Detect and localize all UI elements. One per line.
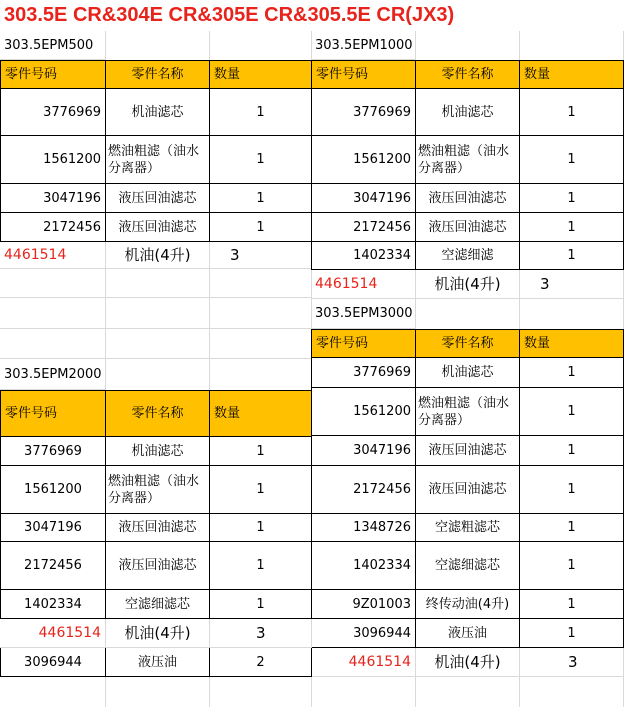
table-cell: 1402334 bbox=[0, 590, 106, 619]
table-cell: 1 bbox=[210, 136, 312, 184]
pm2000-header-part-name: 零件名称 bbox=[106, 390, 210, 437]
table-cell: 空滤粗滤芯 bbox=[416, 514, 520, 542]
table-cell: 液压回油滤芯 bbox=[416, 436, 520, 466]
table-cell: 3776969 bbox=[311, 89, 416, 136]
table-cell: 1 bbox=[210, 466, 312, 514]
table-cell: 1561200 bbox=[0, 136, 106, 184]
table-cell: 3047196 bbox=[311, 184, 416, 213]
table-cell: 1402334 bbox=[311, 542, 416, 590]
table-cell: 1 bbox=[520, 466, 624, 514]
table-cell: 1 bbox=[210, 213, 312, 242]
table-cell: 3096944 bbox=[311, 619, 416, 648]
oil-qty: 3 bbox=[210, 619, 312, 648]
table-cell: 1 bbox=[520, 542, 624, 590]
table-cell: 1 bbox=[520, 388, 624, 436]
page-title: 303.5E CR&304E CR&305E CR&305.5E CR(JX3) bbox=[4, 4, 455, 26]
table-cell: 2172456 bbox=[311, 213, 416, 242]
table-cell: 3047196 bbox=[311, 436, 416, 466]
table-cell: 1 bbox=[520, 242, 624, 270]
table-cell: 1561200 bbox=[0, 466, 106, 514]
table-cell: 机油滤芯 bbox=[416, 358, 520, 388]
table-cell: 1348726 bbox=[311, 514, 416, 542]
table-cell: 3047196 bbox=[0, 184, 106, 213]
table-cell: 3047196 bbox=[0, 514, 106, 542]
table-cell: 机油滤芯 bbox=[416, 89, 520, 136]
oil-part-no: 4461514 bbox=[0, 242, 106, 269]
table-cell: 燃油粗滤（油水分离器） bbox=[106, 466, 210, 514]
pm3000-header-part-name: 零件名称 bbox=[416, 329, 520, 358]
table-cell: 9Z01003 bbox=[311, 590, 416, 619]
table-cell: 液压油 bbox=[106, 648, 210, 677]
table-cell: 液压回油滤芯 bbox=[106, 514, 210, 542]
table-cell: 1 bbox=[210, 542, 312, 590]
oil-part-no: 4461514 bbox=[0, 619, 106, 648]
table-cell: 1 bbox=[210, 514, 312, 542]
oil-name: 机油(4升) bbox=[106, 619, 210, 648]
pm3000-header-qty: 数量 bbox=[520, 329, 624, 358]
oil-qty: 3 bbox=[210, 242, 312, 269]
table-cell: 液压回油滤芯 bbox=[416, 466, 520, 514]
table-cell: 1 bbox=[520, 136, 624, 184]
table-cell: 空滤细滤芯 bbox=[106, 590, 210, 619]
table-cell: 燃油粗滤（油水分离器） bbox=[106, 136, 210, 184]
table-cell: 1 bbox=[520, 213, 624, 242]
table-cell: 3776969 bbox=[311, 358, 416, 388]
pm500-header-part-no: 零件号码 bbox=[0, 60, 106, 89]
pm2000-header-part-no: 零件号码 bbox=[0, 390, 106, 437]
table-cell: 燃油粗滤（油水分离器） bbox=[416, 388, 520, 436]
table-cell: 3776969 bbox=[0, 89, 106, 136]
gridline bbox=[0, 297, 311, 298]
table-cell: 3776969 bbox=[0, 437, 106, 466]
oil-qty: 3 bbox=[520, 270, 624, 299]
table-cell: 1 bbox=[520, 514, 624, 542]
pm2000-label: 303.5EPM2000 bbox=[0, 360, 106, 390]
table-cell: 燃油粗滤（油水分离器） bbox=[416, 136, 520, 184]
table-cell: 液压回油滤芯 bbox=[416, 184, 520, 213]
table-cell: 空滤细滤芯 bbox=[416, 542, 520, 590]
pm3000-header-part-no: 零件号码 bbox=[311, 329, 416, 358]
table-cell: 3096944 bbox=[0, 648, 106, 677]
table-cell: 1 bbox=[210, 590, 312, 619]
table-cell: 1 bbox=[520, 184, 624, 213]
pm1000-header-part-name: 零件名称 bbox=[416, 60, 520, 89]
table-cell: 1561200 bbox=[311, 388, 416, 436]
table-cell: 2172456 bbox=[0, 542, 106, 590]
table-cell: 1561200 bbox=[311, 136, 416, 184]
pm500-label: 303.5EPM500 bbox=[0, 31, 106, 60]
table-cell: 1 bbox=[520, 619, 624, 648]
table-cell: 液压油 bbox=[416, 619, 520, 648]
oil-name: 机油(4升) bbox=[416, 270, 520, 299]
table-cell: 1 bbox=[210, 184, 312, 213]
pm3000-label: 303.5EPM3000 bbox=[311, 299, 416, 329]
pm500-header-qty: 数量 bbox=[210, 60, 312, 89]
table-cell: 终传动油(4升) bbox=[416, 590, 520, 619]
table-cell: 1 bbox=[520, 436, 624, 466]
table-cell: 空滤细滤 bbox=[416, 242, 520, 270]
table-cell: 1 bbox=[520, 89, 624, 136]
table-cell: 液压回油滤芯 bbox=[106, 213, 210, 242]
table-cell: 液压回油滤芯 bbox=[416, 213, 520, 242]
table-cell: 2172456 bbox=[0, 213, 106, 242]
table-cell: 2 bbox=[210, 648, 312, 677]
gridline bbox=[0, 358, 311, 359]
oil-part-no: 4461514 bbox=[311, 270, 416, 299]
gridline bbox=[0, 328, 311, 329]
table-cell: 机油滤芯 bbox=[106, 89, 210, 136]
oil-qty: 3 bbox=[520, 648, 624, 677]
oil-name: 机油(4升) bbox=[416, 648, 520, 677]
pm500-header-part-name: 零件名称 bbox=[106, 60, 210, 89]
table-cell: 1 bbox=[210, 89, 312, 136]
pm1000-label: 303.5EPM1000 bbox=[311, 31, 416, 60]
pm2000-header-qty: 数量 bbox=[210, 390, 312, 437]
table-cell: 2172456 bbox=[311, 466, 416, 514]
pm1000-header-part-no: 零件号码 bbox=[311, 60, 416, 89]
table-cell: 机油滤芯 bbox=[106, 437, 210, 466]
table-cell: 液压回油滤芯 bbox=[106, 184, 210, 213]
table-cell: 液压回油滤芯 bbox=[106, 542, 210, 590]
table-cell: 1402334 bbox=[311, 242, 416, 270]
pm1000-header-qty: 数量 bbox=[520, 60, 624, 89]
table-cell: 1 bbox=[210, 437, 312, 466]
table-cell: 1 bbox=[520, 358, 624, 388]
oil-part-no: 4461514 bbox=[311, 648, 416, 677]
oil-name: 机油(4升) bbox=[106, 242, 210, 269]
table-cell: 1 bbox=[520, 590, 624, 619]
